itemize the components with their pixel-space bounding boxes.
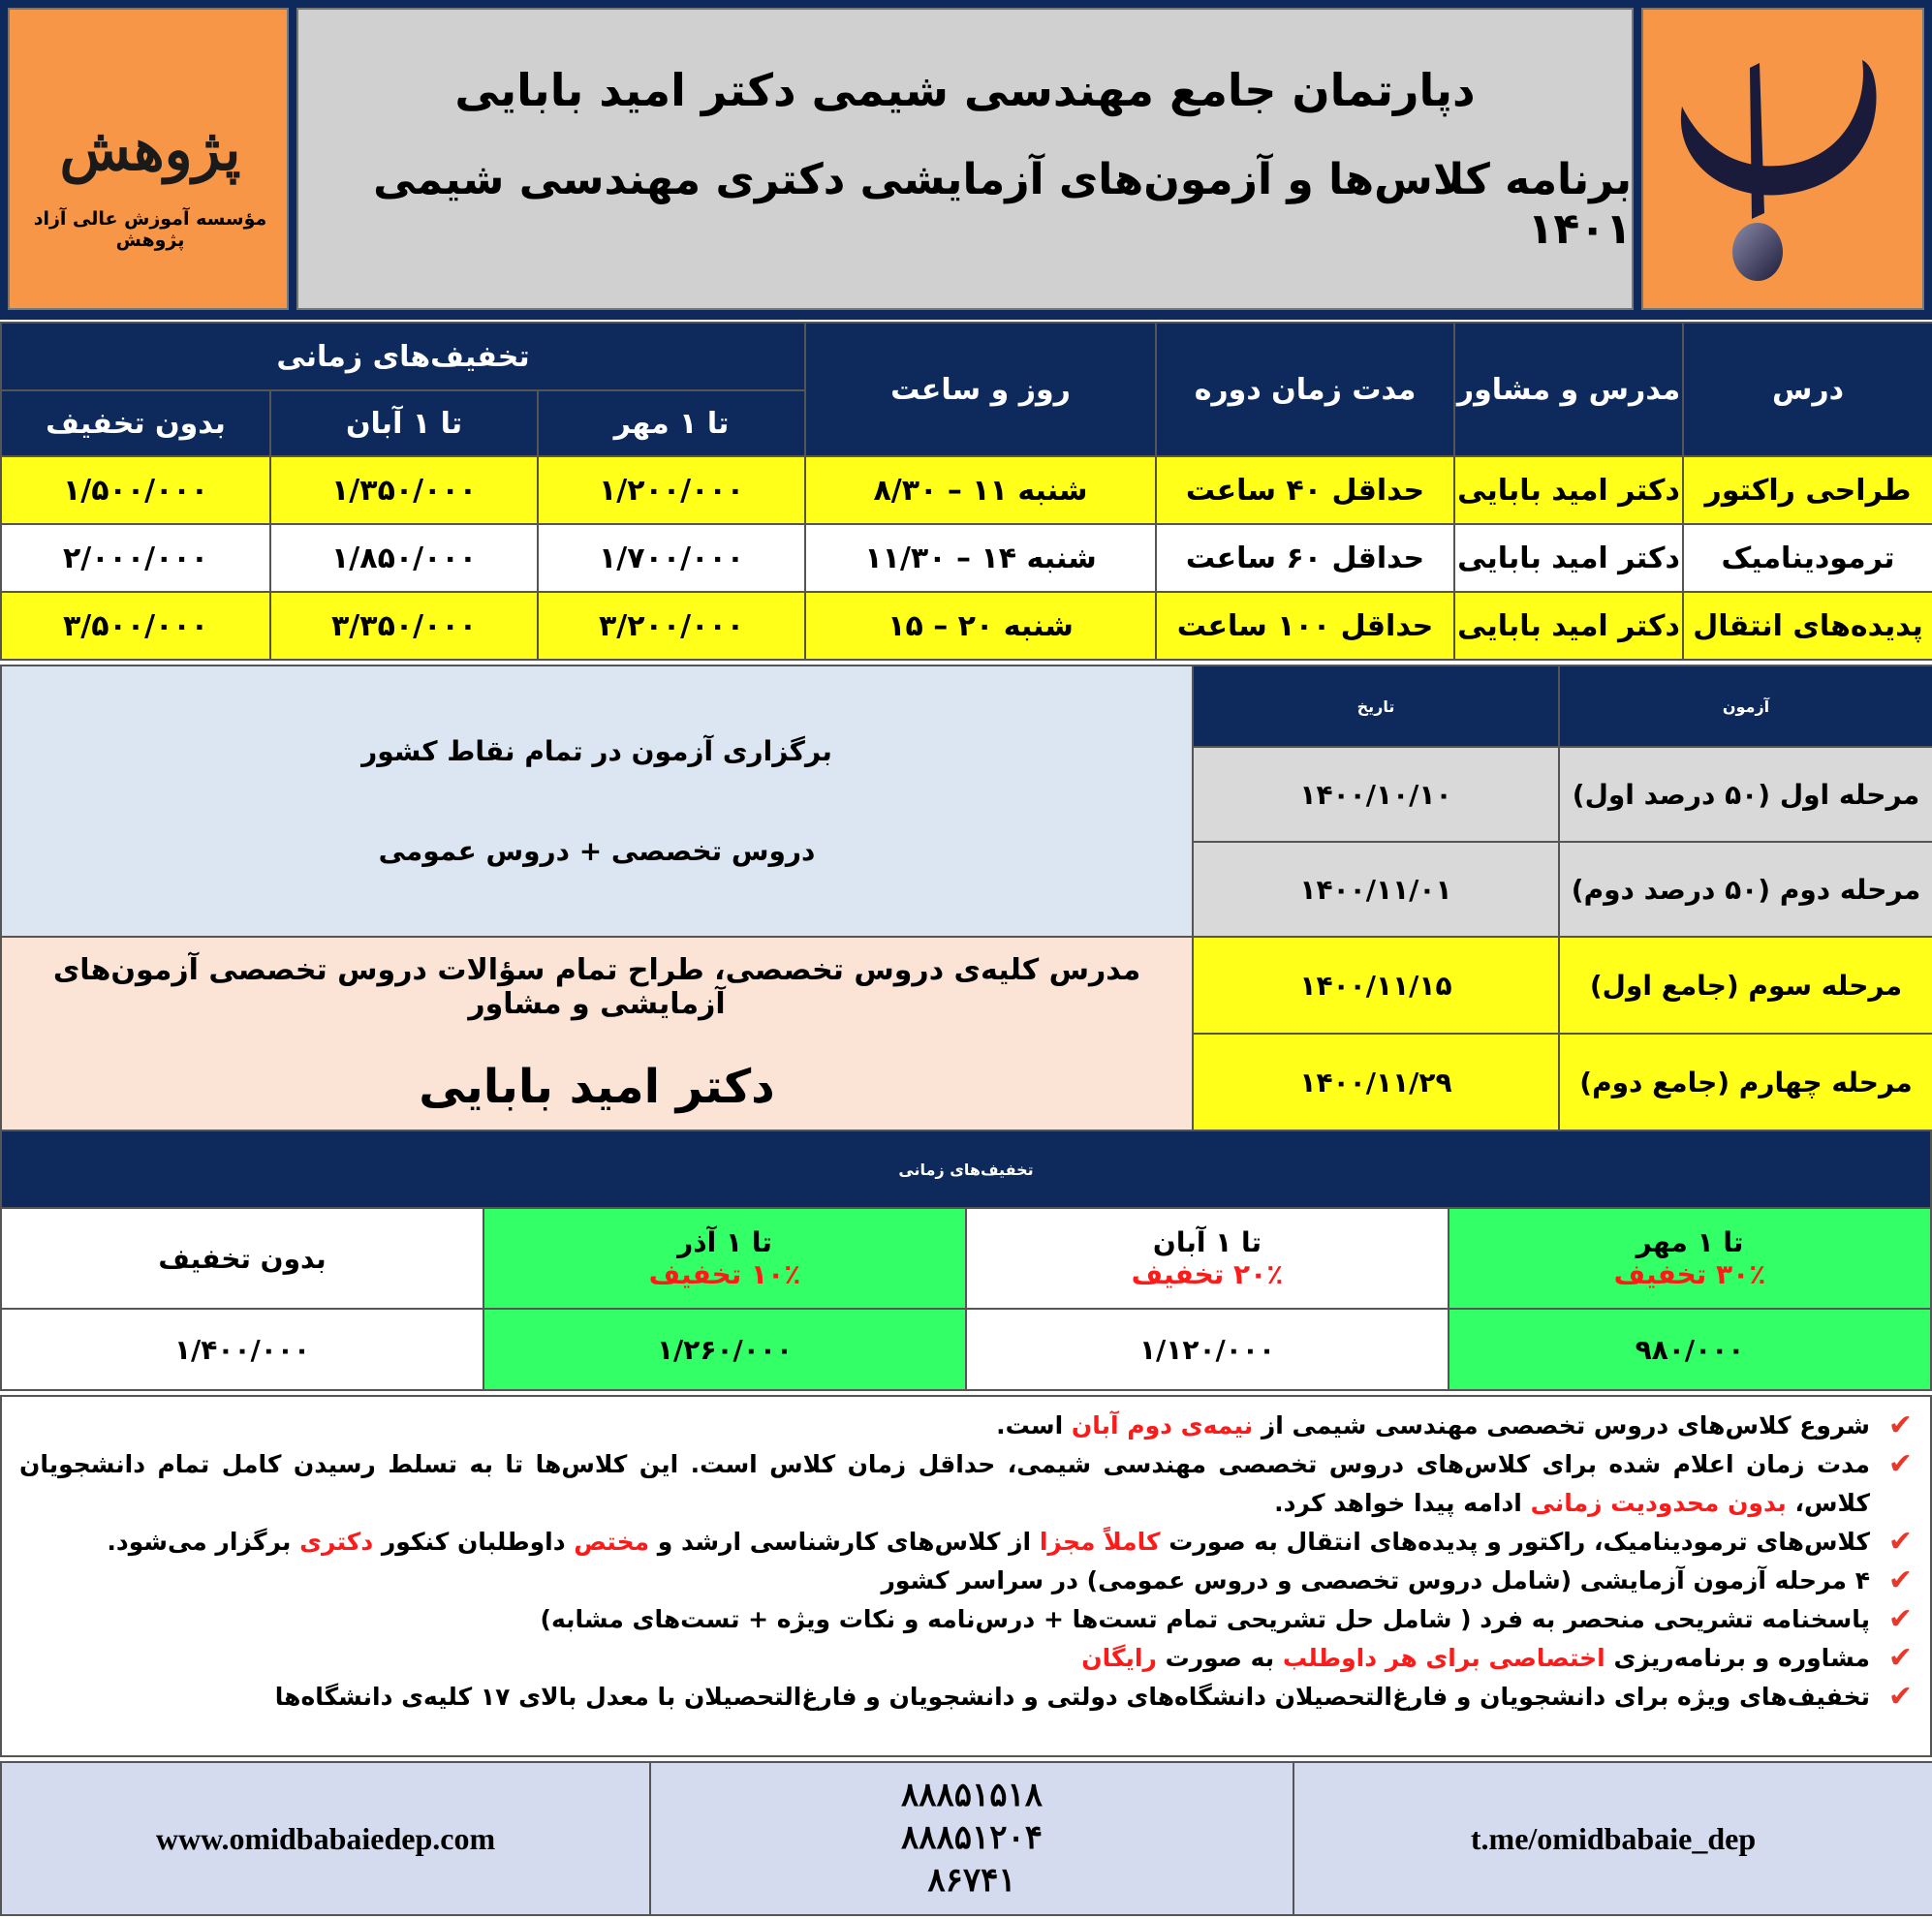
exam-info-box bbox=[1, 665, 1193, 937]
header-banner bbox=[0, 0, 1932, 320]
checkmark-icon: ✔ bbox=[1887, 1641, 1913, 1675]
exam-name: مرحله چهارم (جامع دوم) bbox=[1559, 1034, 1932, 1130]
note-text: است. bbox=[996, 1411, 1072, 1439]
exam-discounts-title: تخفیف‌های زمانی bbox=[1, 1130, 1931, 1208]
note-text: برگزار می‌شود. bbox=[107, 1528, 300, 1556]
note-text: از کلاس‌های کارشناسی ارشد و bbox=[649, 1528, 1040, 1556]
price-mehr: ۱/۷۰۰/۰۰۰ bbox=[538, 524, 805, 592]
page-title: دپارتمان جامع مهندسی شیمی دکتر امید بابایی bbox=[454, 64, 1476, 116]
discount-percent: ۲۰٪ تخفیف bbox=[1131, 1258, 1284, 1290]
discount-price: ۹۸۰/۰۰۰ bbox=[1449, 1309, 1931, 1390]
notes-list bbox=[0, 1395, 1932, 1757]
discount-price: ۱/۲۶۰/۰۰۰ bbox=[483, 1309, 966, 1390]
table-row bbox=[1, 937, 1932, 1034]
note-highlight: نیمه‌ی دوم آبان bbox=[1071, 1411, 1254, 1439]
pajohesh-logo-word: پژوهش bbox=[59, 116, 241, 184]
list-item bbox=[19, 1600, 1913, 1639]
note-text: مشاوره و برنامه‌ریزی bbox=[1605, 1644, 1870, 1672]
list-item bbox=[19, 1523, 1913, 1562]
header-schedule: روز و ساعت bbox=[805, 323, 1156, 456]
table-row bbox=[1, 456, 1932, 524]
header-date: تاریخ bbox=[1193, 665, 1559, 747]
note-highlight: مختص bbox=[574, 1528, 650, 1556]
phone-numbers bbox=[650, 1762, 1293, 1915]
footer-contacts bbox=[0, 1761, 1932, 1916]
checkmark-icon: ✔ bbox=[1887, 1602, 1913, 1636]
note-text: ادامه پیدا خواهد کرد. bbox=[1274, 1489, 1531, 1517]
exam-date: ۱۴۰۰/۱۱/۲۹ bbox=[1193, 1034, 1559, 1130]
discount-price: ۱/۱۲۰/۰۰۰ bbox=[966, 1309, 1449, 1390]
header-no-discount: بدون تخفیف bbox=[1, 390, 270, 456]
note-text: به صورت bbox=[1156, 1644, 1283, 1672]
header-discounts: تخفیف‌های زمانی bbox=[1, 323, 805, 390]
discount-label: تا ۱ آبان bbox=[1152, 1226, 1262, 1258]
exam-date: ۱۴۰۰/۱۱/۰۱ bbox=[1193, 842, 1559, 937]
list-item bbox=[19, 1562, 1913, 1600]
checkmark-icon: ✔ bbox=[1887, 1680, 1913, 1714]
note-text: ۴ مرحله آزمون آزمایشی (شامل دروس تخصصی و دروس عمومی) در سراسر کشور bbox=[881, 1566, 1870, 1594]
price-mehr: ۱/۲۰۰/۰۰۰ bbox=[538, 456, 805, 524]
discount-col-azar bbox=[483, 1208, 966, 1309]
header-teacher: مدرس و مشاور bbox=[1454, 323, 1683, 456]
note-highlight: دکتری bbox=[299, 1528, 374, 1556]
list-item bbox=[19, 1407, 1913, 1445]
phone-number: ۸۸۸۵۱۲۰۴ bbox=[900, 1820, 1044, 1856]
phone-number: ۸۸۸۵۱۵۱۸ bbox=[900, 1778, 1044, 1813]
department-logo-icon bbox=[1641, 8, 1924, 310]
price-aban: ۱/۳۵۰/۰۰۰ bbox=[270, 456, 538, 524]
checkmark-icon: ✔ bbox=[1887, 1525, 1913, 1559]
note-text: کلاس‌های ترمودینامیک، راکتور و پدیده‌های انتقال به صورت bbox=[1160, 1528, 1870, 1556]
header-until-aban: تا ۱ آبان bbox=[270, 390, 538, 456]
note-highlight: کاملاً مجزا bbox=[1039, 1528, 1161, 1556]
course-name: ترمودینامیک bbox=[1683, 524, 1932, 592]
teacher-description: مدرس کلیه‌ی دروس تخصصی، طراح تمام سؤالات دروس تخصصی آزمون‌های آزمایشی و مشاور bbox=[52, 953, 1141, 1021]
telegram-link[interactable]: t.me/omidbabaie_dep bbox=[1293, 1762, 1932, 1915]
note-text: پاسخنامه تشریحی منحصر به فرد ( شامل حل تشریحی تمام تست‌ها + درس‌نامه و نکات ویژه + تست‌های مشابه) bbox=[540, 1605, 1870, 1633]
list-item bbox=[19, 1639, 1913, 1678]
department-logo-mark bbox=[1643, 10, 1922, 308]
exam-name: مرحله سوم (جامع اول) bbox=[1559, 937, 1932, 1034]
price-aban: ۳/۳۵۰/۰۰۰ bbox=[270, 592, 538, 660]
checkmark-icon: ✔ bbox=[1887, 1447, 1913, 1481]
discount-col-mehr bbox=[1449, 1208, 1931, 1309]
price-none: ۲/۰۰۰/۰۰۰ bbox=[1, 524, 270, 592]
course-duration: حداقل ۱۰۰ ساعت bbox=[1156, 592, 1454, 660]
discount-label: تا ۱ مهر bbox=[1636, 1226, 1744, 1258]
price-none: ۱/۵۰۰/۰۰۰ bbox=[1, 456, 270, 524]
website-link[interactable]: www.omidbabaiedep.com bbox=[1, 1762, 650, 1915]
table-row bbox=[1, 1309, 1931, 1390]
exam-discounts-table bbox=[0, 1130, 1932, 1389]
note-highlight: رایگان bbox=[1081, 1644, 1157, 1672]
note-text: شروع کلاس‌های دروس تخصصی مهندسی شیمی از bbox=[1253, 1411, 1870, 1439]
course-name: پدیده‌های انتقال bbox=[1683, 592, 1932, 660]
price-none: ۳/۵۰۰/۰۰۰ bbox=[1, 592, 270, 660]
teacher-name: دکتر امید بابایی bbox=[419, 1060, 775, 1114]
discount-label: بدون تخفیف bbox=[158, 1242, 327, 1275]
course-schedule: شنبه ۱۴ – ۱۱/۳۰ bbox=[805, 524, 1156, 592]
note-text: داوطلبان کنکور bbox=[373, 1528, 575, 1556]
header-until-mehr: تا ۱ مهر bbox=[538, 390, 805, 456]
classes-table bbox=[0, 322, 1932, 659]
exam-date: ۱۴۰۰/۱۰/۱۰ bbox=[1193, 747, 1559, 842]
page-subtitle: برنامه کلاس‌ها و آزمون‌های آزمایشی دکتری مهندسی شیمی ۱۴۰۱ bbox=[373, 155, 1632, 254]
header-course: درس bbox=[1683, 323, 1932, 456]
title-box bbox=[296, 8, 1634, 310]
course-teacher: دکتر امید بابایی bbox=[1454, 524, 1683, 592]
course-schedule: شنبه ۲۰ – ۱۵ bbox=[805, 592, 1156, 660]
course-name: طراحی راکتور bbox=[1683, 456, 1932, 524]
exam-name: مرحله دوم (۵۰ درصد دوم) bbox=[1559, 842, 1932, 937]
table-row bbox=[1, 524, 1932, 592]
note-highlight: اختصاصی برای هر داوطلب bbox=[1282, 1644, 1605, 1672]
table-row bbox=[1, 592, 1932, 660]
exams-table bbox=[0, 665, 1932, 1130]
course-teacher: دکتر امید بابایی bbox=[1454, 456, 1683, 524]
checkmark-icon: ✔ bbox=[1887, 1563, 1913, 1597]
pajohesh-logo bbox=[8, 8, 289, 310]
header-duration: مدت زمان دوره bbox=[1156, 323, 1454, 456]
pajohesh-logo-caption: مؤسسه آموزش عالی آزاد پژوهش bbox=[33, 208, 267, 251]
discount-price: ۱/۴۰۰/۰۰۰ bbox=[1, 1309, 483, 1390]
header-exam: آزمون bbox=[1559, 665, 1932, 747]
discount-col-none bbox=[1, 1208, 483, 1309]
note-highlight: بدون محدودیت زمانی bbox=[1530, 1489, 1787, 1517]
discount-label: تا ۱ آذر bbox=[677, 1226, 772, 1258]
exam-info-line1: برگزاری آزمون در تمام نقاط کشور bbox=[361, 735, 832, 767]
exam-name: مرحله اول (۵۰ درصد اول) bbox=[1559, 747, 1932, 842]
discount-percent: ۳۰٪ تخفیف bbox=[1613, 1258, 1766, 1290]
exam-info-line2: دروس تخصصی + دروس عمومی bbox=[378, 835, 816, 867]
note-text: تخفیف‌های ویژه برای دانشجویان و فارغ‌التحصیلان دانشگاه‌های دولتی و دانشجویان و فارغ‌التحصیلان با معدل بالای ۱۷ کلیه‌ی دانشگاه‌ها bbox=[274, 1683, 1870, 1711]
discount-col-aban bbox=[966, 1208, 1449, 1309]
list-item bbox=[19, 1678, 1913, 1717]
phone-number: ۸۶۷۴۱ bbox=[927, 1863, 1016, 1899]
course-duration: حداقل ۶۰ ساعت bbox=[1156, 524, 1454, 592]
course-duration: حداقل ۴۰ ساعت bbox=[1156, 456, 1454, 524]
checkmark-icon: ✔ bbox=[1887, 1408, 1913, 1442]
list-item bbox=[19, 1445, 1913, 1523]
price-aban: ۱/۸۵۰/۰۰۰ bbox=[270, 524, 538, 592]
course-schedule: شنبه ۱۱ – ۸/۳۰ bbox=[805, 456, 1156, 524]
exam-date: ۱۴۰۰/۱۱/۱۵ bbox=[1193, 937, 1559, 1034]
price-mehr: ۳/۲۰۰/۰۰۰ bbox=[538, 592, 805, 660]
course-teacher: دکتر امید بابایی bbox=[1454, 592, 1683, 660]
note-text: مدت زمان اعلام شده برای کلاس‌های دروس تخصصی مهندسی شیمی، حداقل زمان کلاس است. این کلاس‌ها تا به تسلط رسیدن کامل تمام دانشجویان کلاس، bbox=[19, 1450, 1870, 1517]
teacher-info-box bbox=[1, 937, 1193, 1130]
discount-percent: ۱۰٪ تخفیف bbox=[648, 1258, 801, 1290]
